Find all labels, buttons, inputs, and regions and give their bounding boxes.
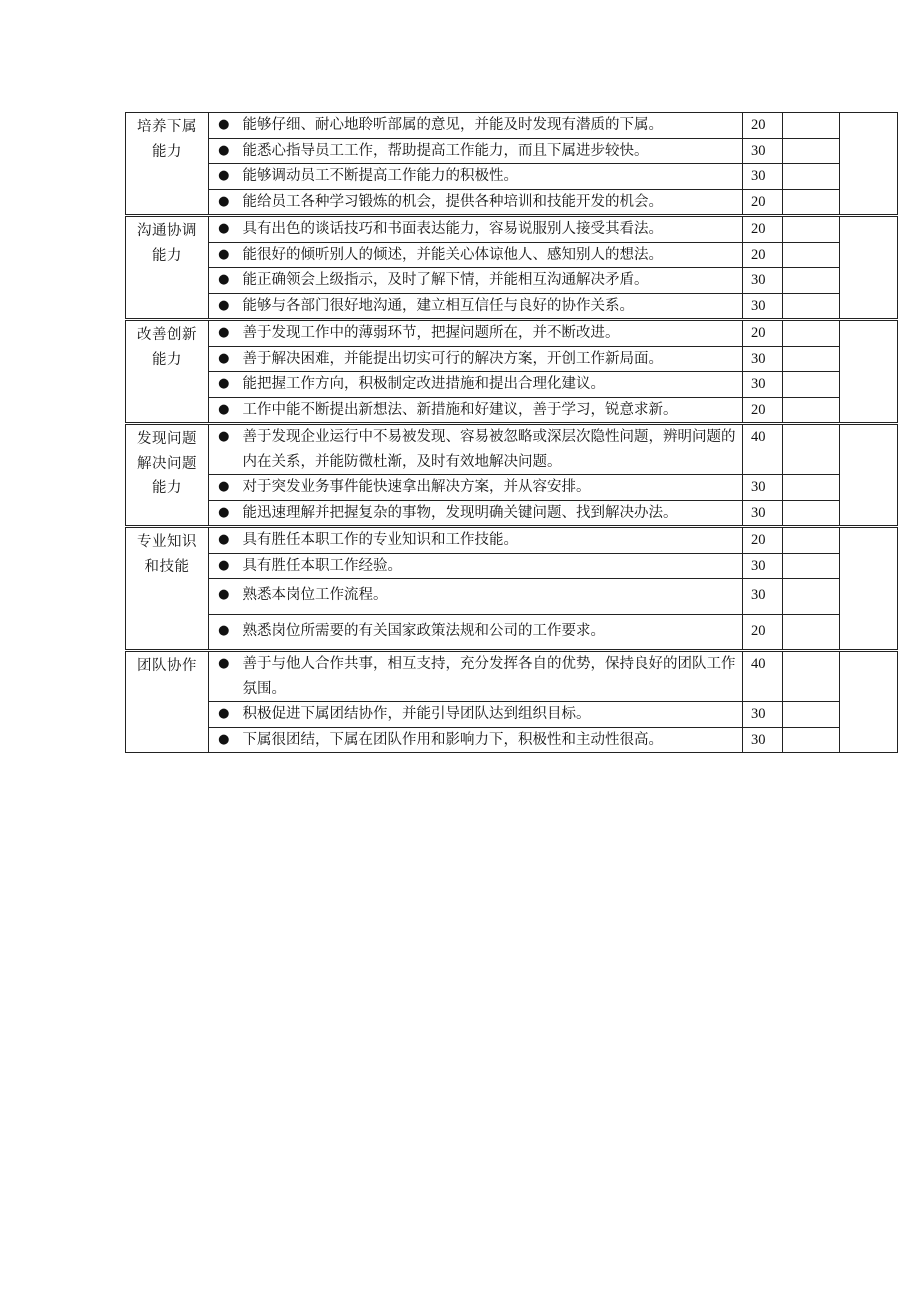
rating-input-cell[interactable] <box>783 579 840 615</box>
bullet-icon: ● <box>209 372 239 398</box>
criterion-text: 善于发现工作中的薄弱环节，把握问题所在，并不断改进。 <box>239 320 743 347</box>
evaluation-table-body <box>126 113 898 753</box>
category-label: 能力 <box>152 480 182 496</box>
bullet-icon: ● <box>209 164 239 190</box>
rating-input-cell[interactable] <box>783 242 840 268</box>
criterion-text: 善于发现企业运行中不易被发现、容易被忽略或深层次隐性问题，辨明问题的内在关系，并能防微杜渐，及时有效地解决问题。 <box>239 424 743 475</box>
bullet-icon: ● <box>209 500 239 527</box>
score-cell: 30 <box>743 138 783 164</box>
bullet-icon: ● <box>209 346 239 372</box>
rating-input-cell[interactable] <box>783 500 840 527</box>
rating-input-cell[interactable] <box>783 614 840 651</box>
table-row <box>126 164 898 190</box>
score-cell: 30 <box>743 372 783 398</box>
score-cell: 30 <box>743 579 783 615</box>
table-row <box>126 424 898 475</box>
rating-input-cell[interactable] <box>783 164 840 190</box>
category-cell <box>126 113 209 216</box>
score-cell: 40 <box>743 424 783 475</box>
category-label: 团队协作 <box>137 658 197 674</box>
bullet-icon: ● <box>209 702 239 728</box>
bullet-icon: ● <box>209 138 239 164</box>
bullet-icon: ● <box>209 242 239 268</box>
bullet-icon: ● <box>209 113 239 139</box>
score-cell: 30 <box>743 702 783 728</box>
table-row <box>126 553 898 579</box>
category-cell <box>126 424 209 527</box>
table-row <box>126 216 898 243</box>
group-total-cell[interactable] <box>840 527 898 651</box>
score-cell: 30 <box>743 268 783 294</box>
criterion-text: 具有出色的谈话技巧和书面表达能力，容易说服别人接受其看法。 <box>239 216 743 243</box>
rating-input-cell[interactable] <box>783 475 840 501</box>
rating-input-cell[interactable] <box>783 320 840 347</box>
category-label: 能力 <box>152 351 182 368</box>
score-cell: 20 <box>743 242 783 268</box>
bullet-icon: ● <box>209 553 239 579</box>
table-row <box>126 320 898 347</box>
table-row <box>126 372 898 398</box>
table-row <box>126 475 898 501</box>
score-cell: 30 <box>743 553 783 579</box>
rating-input-cell[interactable] <box>783 527 840 554</box>
criterion-text: 能把握工作方向，积极制定改进措施和提出合理化建议。 <box>239 372 743 398</box>
score-cell: 30 <box>743 475 783 501</box>
category-label: 和技能 <box>144 558 190 575</box>
bullet-icon: ● <box>209 189 239 216</box>
score-cell: 20 <box>743 189 783 216</box>
group-total-cell[interactable] <box>840 320 898 424</box>
score-cell: 30 <box>743 727 783 753</box>
score-cell: 30 <box>743 346 783 372</box>
table-row <box>126 500 898 527</box>
criterion-text: 熟悉本岗位工作流程。 <box>239 579 743 615</box>
table-row <box>126 397 898 424</box>
rating-input-cell[interactable] <box>783 268 840 294</box>
rating-input-cell[interactable] <box>783 138 840 164</box>
criterion-text: 积极促进下属团结协作，并能引导团队达到组织目标。 <box>239 702 743 728</box>
score-cell: 20 <box>743 320 783 347</box>
criterion-text: 能够与各部门很好地沟通，建立相互信任与良好的协作关系。 <box>239 293 743 320</box>
table-row <box>126 727 898 753</box>
criterion-text: 能给员工各种学习锻炼的机会，提供各种培训和技能开发的机会。 <box>239 189 743 216</box>
rating-input-cell[interactable] <box>783 113 840 139</box>
criterion-text: 善于与他人合作共事，相互支持，充分发挥各自的优势，保持良好的团队工作氛围。 <box>239 651 743 702</box>
table-row <box>126 651 898 702</box>
score-cell: 40 <box>743 651 783 702</box>
rating-input-cell[interactable] <box>783 346 840 372</box>
category-label: 培养下属 <box>137 119 197 135</box>
category-cell <box>126 527 209 651</box>
bullet-icon: ● <box>209 651 239 702</box>
rating-input-cell[interactable] <box>783 216 840 243</box>
table-row <box>126 268 898 294</box>
bullet-icon: ● <box>209 216 239 243</box>
group-total-cell[interactable] <box>840 651 898 753</box>
criterion-text: 能悉心指导员工工作，帮助提高工作能力，而且下属进步较快。 <box>239 138 743 164</box>
bullet-icon: ● <box>209 320 239 347</box>
table-row <box>126 189 898 216</box>
group-total-cell[interactable] <box>840 424 898 527</box>
table-row <box>126 242 898 268</box>
rating-input-cell[interactable] <box>783 651 840 702</box>
bullet-icon: ● <box>209 424 239 475</box>
score-cell: 20 <box>743 614 783 651</box>
score-cell: 30 <box>743 164 783 190</box>
criterion-text: 能够仔细、耐心地聆听部属的意见，并能及时发现有潜质的下属。 <box>239 113 743 139</box>
score-cell: 20 <box>743 216 783 243</box>
bullet-icon: ● <box>209 268 239 294</box>
evaluation-table <box>125 112 898 753</box>
table-row <box>126 702 898 728</box>
bullet-icon: ● <box>209 475 239 501</box>
score-cell: 30 <box>743 293 783 320</box>
category-cell <box>126 216 209 320</box>
criterion-text: 具有胜任本职工作经验。 <box>239 553 743 579</box>
rating-input-cell[interactable] <box>783 293 840 320</box>
bullet-icon: ● <box>209 579 239 615</box>
category-cell <box>126 320 209 424</box>
rating-input-cell[interactable] <box>783 372 840 398</box>
group-total-cell[interactable] <box>840 113 898 216</box>
criterion-text: 对于突发业务事件能快速拿出解决方案，并从容安排。 <box>239 475 743 501</box>
rating-input-cell[interactable] <box>783 189 840 216</box>
criterion-text: 下属很团结，下属在团队作用和影响力下，积极性和主动性很高。 <box>239 727 743 753</box>
criterion-text: 能很好的倾听别人的倾述，并能关心体谅他人、感知别人的想法。 <box>239 242 743 268</box>
table-row <box>126 614 898 651</box>
rating-input-cell[interactable] <box>783 397 840 424</box>
criterion-text: 善于解决困难，并能提出切实可行的解决方案，开创工作新局面。 <box>239 346 743 372</box>
category-label: 能力 <box>152 143 182 160</box>
criterion-text: 能正确领会上级指示，及时了解下情，并能相互沟通解决矛盾。 <box>239 268 743 294</box>
table-row <box>126 293 898 320</box>
criterion-text: 能够调动员工不断提高工作能力的积极性。 <box>239 164 743 190</box>
table-row <box>126 138 898 164</box>
bullet-icon: ● <box>209 293 239 320</box>
rating-input-cell[interactable] <box>783 424 840 475</box>
category-label: 沟通协调 <box>137 223 197 239</box>
bullet-icon: ● <box>209 614 239 651</box>
criterion-text: 能迅速理解并把握复杂的事物，发现明确关键问题、找到解决办法。 <box>239 500 743 527</box>
group-total-cell[interactable] <box>840 216 898 320</box>
table-row <box>126 113 898 139</box>
table-row <box>126 527 898 554</box>
category-label: 解决问题 <box>137 455 197 472</box>
criterion-text: 工作中能不断提出新想法、新措施和好建议，善于学习，锐意求新。 <box>239 397 743 424</box>
score-cell: 20 <box>743 397 783 424</box>
table-row <box>126 579 898 615</box>
criterion-text: 熟悉岗位所需要的有关国家政策法规和公司的工作要求。 <box>239 614 743 651</box>
score-cell: 30 <box>743 500 783 527</box>
bullet-icon: ● <box>209 527 239 554</box>
score-cell: 20 <box>743 527 783 554</box>
bullet-icon: ● <box>209 397 239 424</box>
bullet-icon: ● <box>209 727 239 753</box>
score-cell: 20 <box>743 113 783 139</box>
rating-input-cell[interactable] <box>783 727 840 753</box>
category-label: 能力 <box>152 247 182 264</box>
category-label: 发现问题 <box>137 431 197 447</box>
table-row <box>126 346 898 372</box>
rating-input-cell[interactable] <box>783 553 840 579</box>
category-cell <box>126 651 209 753</box>
criterion-text: 具有胜任本职工作的专业知识和工作技能。 <box>239 527 743 554</box>
category-label: 专业知识 <box>137 534 197 550</box>
rating-input-cell[interactable] <box>783 702 840 728</box>
category-label: 改善创新 <box>137 327 197 343</box>
